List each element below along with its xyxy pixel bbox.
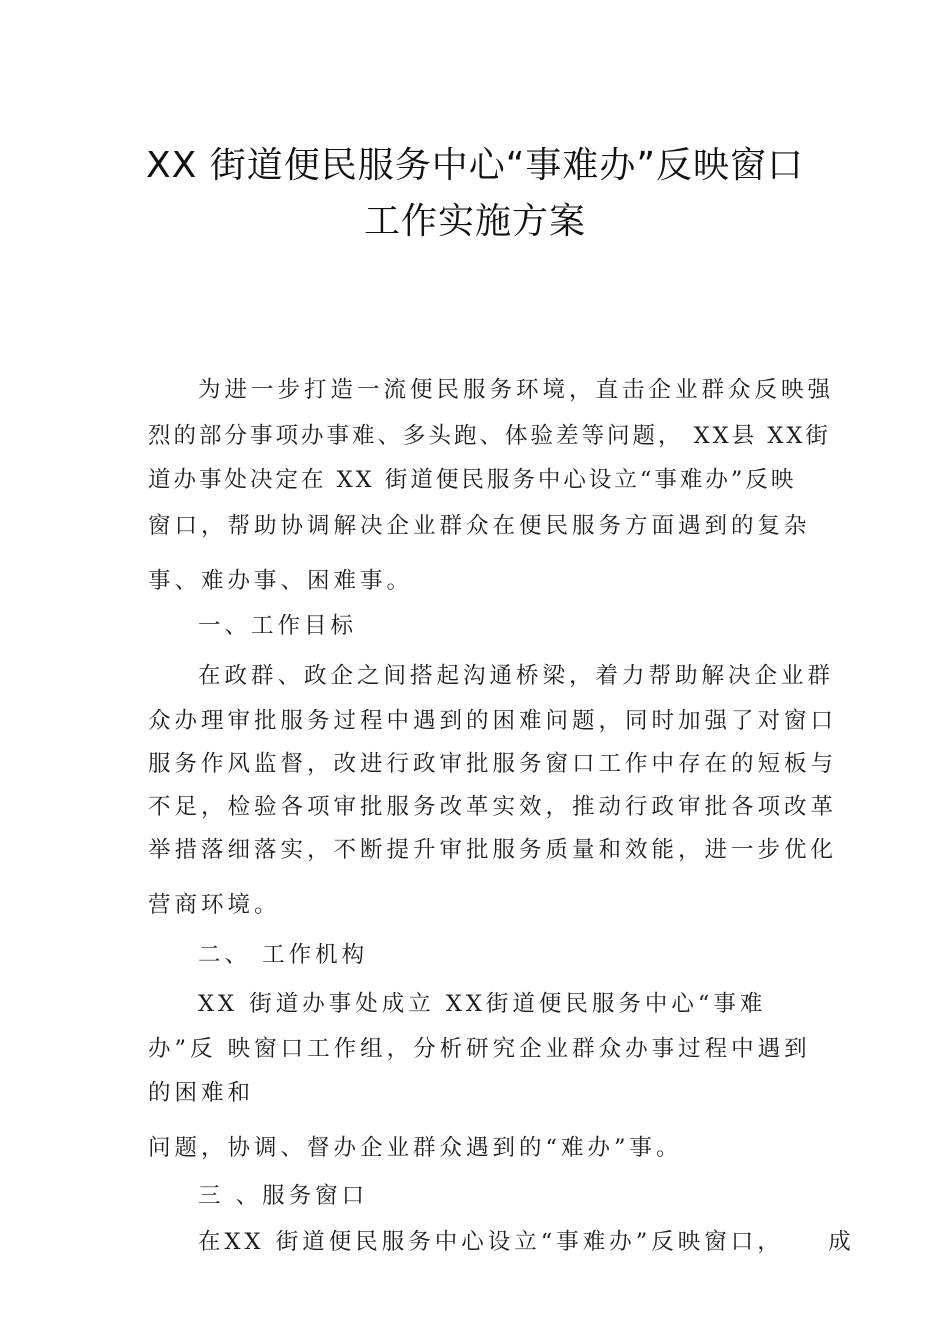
- paragraph-goals-line-1: 在政群、政企之间搭起沟通桥梁，着力帮助解决企业群: [198, 663, 835, 689]
- paragraph-organization-line-2: 办”反 映窗口工作组，分析研究企业群众办事过程中遇到: [148, 1036, 811, 1062]
- paragraph-organization-line-4: 问题，协调、督办企业群众遇到的“难办”事。: [148, 1135, 683, 1161]
- paragraph-intro-line-1: 为进一步打造一流便民服务环境，直击企业群众反映强: [198, 377, 835, 403]
- section-heading-service-window: 三 、服务窗口: [198, 1183, 369, 1209]
- paragraph-goals-line-2: 众办理审批服务过程中遇到的困难问题，同时加强了对窗口: [148, 708, 838, 734]
- paragraph-goals-line-5: 举措落细落实，不断提升审批服务质量和效能，进一步优化: [148, 837, 838, 863]
- document-title-line-1: XX 街道便民服务中心“事难办”反映窗口: [145, 145, 805, 186]
- section-heading-goals: 一、工作目标: [198, 613, 358, 639]
- document-title-line-2: 工作实施方案: [363, 201, 586, 242]
- paragraph-intro-line-2: 烈的部分事项办事难、多头跑、体验差等问题， XX县 XX街: [148, 423, 831, 449]
- paragraph-organization-line-1: XX 街道办事处成立 XX街道便民服务中心“事难: [198, 991, 767, 1017]
- paragraph-intro-line-5: 事、难办事、困难事。: [148, 568, 414, 594]
- paragraph-organization-line-3: 的困难和: [148, 1080, 255, 1106]
- paragraph-goals-line-6: 营商环境。: [148, 892, 281, 918]
- paragraph-goals-line-4: 不足，检验各项审批服务改革实效，推动行政审批各项改革: [148, 794, 838, 820]
- paragraph-intro-line-4: 窗口，帮助协调解决企业群众在便民服务方面遇到的复杂: [148, 513, 811, 539]
- paragraph-intro-line-3: 道办事处决定在 XX 街道便民服务中心设立“事难办”反映: [148, 467, 797, 493]
- paragraph-service-window-line-1: 在XX 街道便民服务中心设立“事难办”反映窗口， 成: [198, 1229, 855, 1255]
- section-heading-organization: 二、 工作机构: [198, 942, 369, 968]
- paragraph-goals-line-3: 服务作风监督，改进行政审批服务窗口工作中存在的短板与: [148, 751, 838, 777]
